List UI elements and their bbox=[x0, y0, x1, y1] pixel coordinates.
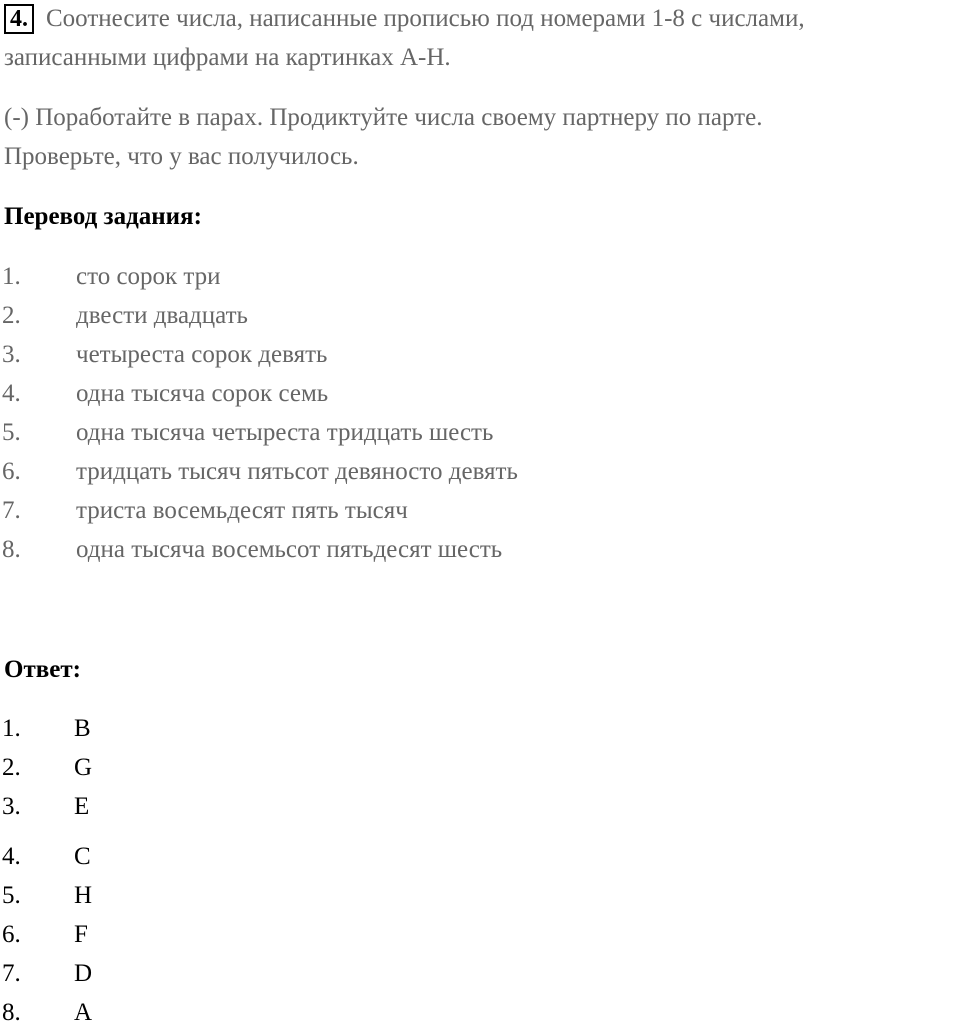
answer-item bbox=[2, 881, 92, 911]
translation-item-text: одна тысяча восемьсот пятьдесят шесть bbox=[76, 536, 503, 563]
translation-item bbox=[2, 418, 493, 448]
translation-item-text: двести двадцать bbox=[76, 302, 248, 329]
translation-item-text: четыреста сорок девять bbox=[76, 341, 328, 368]
translation-item-number: 5. bbox=[2, 419, 21, 446]
task-number-badge: 4. bbox=[4, 4, 34, 34]
answer-item bbox=[2, 753, 92, 783]
answer-item bbox=[2, 959, 92, 989]
translation-item-number: 1. bbox=[2, 263, 21, 290]
translation-item-number: 3. bbox=[2, 341, 21, 368]
task-instruction-line-1 bbox=[4, 4, 805, 34]
translation-item-text: триста восемьдесят пять тысяч bbox=[76, 497, 408, 524]
translation-item-text: сто сорок три bbox=[76, 263, 221, 290]
answer-item-number: 1. bbox=[2, 715, 21, 742]
translation-item-text: одна тысяча четыреста тридцать шесть bbox=[76, 419, 494, 446]
answer-item bbox=[2, 998, 92, 1028]
answer-item-letter: G bbox=[74, 754, 93, 781]
answer-item-number: 3. bbox=[2, 793, 21, 820]
translation-item bbox=[2, 457, 518, 487]
translation-item-number: 4. bbox=[2, 380, 21, 407]
answer-item-letter: F bbox=[74, 921, 88, 948]
translation-item-text: тридцать тысяч пятьсот девяносто девять bbox=[76, 458, 518, 485]
translation-item bbox=[2, 301, 248, 331]
answer-item-letter: D bbox=[74, 960, 93, 987]
answer-heading: Ответ: bbox=[4, 656, 81, 683]
answer-item-number: 4. bbox=[2, 843, 21, 870]
translation-item bbox=[2, 535, 502, 565]
translation-item bbox=[2, 496, 408, 526]
answer-item-number: 2. bbox=[2, 754, 21, 781]
task-instruction-line-4: Проверьте, что у вас получилось. bbox=[4, 143, 359, 170]
task-instruction-line-2: записанными цифрами на картинках A-H. bbox=[4, 44, 451, 71]
task-instruction-line-3: (-) Поработайте в парах. Продиктуйте числа своему партнеру по парте. bbox=[4, 104, 763, 131]
answer-item-number: 6. bbox=[2, 921, 21, 948]
answer-item-letter: A bbox=[74, 999, 93, 1026]
answer-item-letter: C bbox=[74, 843, 91, 870]
translation-item-text: одна тысяча сорок семь bbox=[76, 380, 329, 407]
answer-item bbox=[2, 842, 91, 872]
answer-item-letter: B bbox=[74, 715, 91, 742]
answer-item bbox=[2, 920, 88, 950]
answer-item-letter: E bbox=[74, 793, 90, 820]
translation-item bbox=[2, 340, 327, 370]
translation-item-number: 8. bbox=[2, 536, 21, 563]
translation-item bbox=[2, 262, 221, 292]
translation-item bbox=[2, 379, 328, 409]
answer-item-number: 5. bbox=[2, 882, 21, 909]
translation-item-number: 7. bbox=[2, 497, 21, 524]
answer-item-letter: H bbox=[74, 882, 93, 909]
answer-item-number: 8. bbox=[2, 999, 21, 1026]
answer-item bbox=[2, 792, 89, 822]
translation-item-number: 2. bbox=[2, 302, 21, 329]
answer-item-number: 7. bbox=[2, 960, 21, 987]
translation-item-number: 6. bbox=[2, 458, 21, 485]
answer-item bbox=[2, 714, 91, 744]
translation-heading: Перевод задания: bbox=[4, 203, 202, 230]
task-instruction-text-1: Соотнесите числа, написанные прописью под номерами 1-8 с числами, bbox=[46, 5, 805, 32]
